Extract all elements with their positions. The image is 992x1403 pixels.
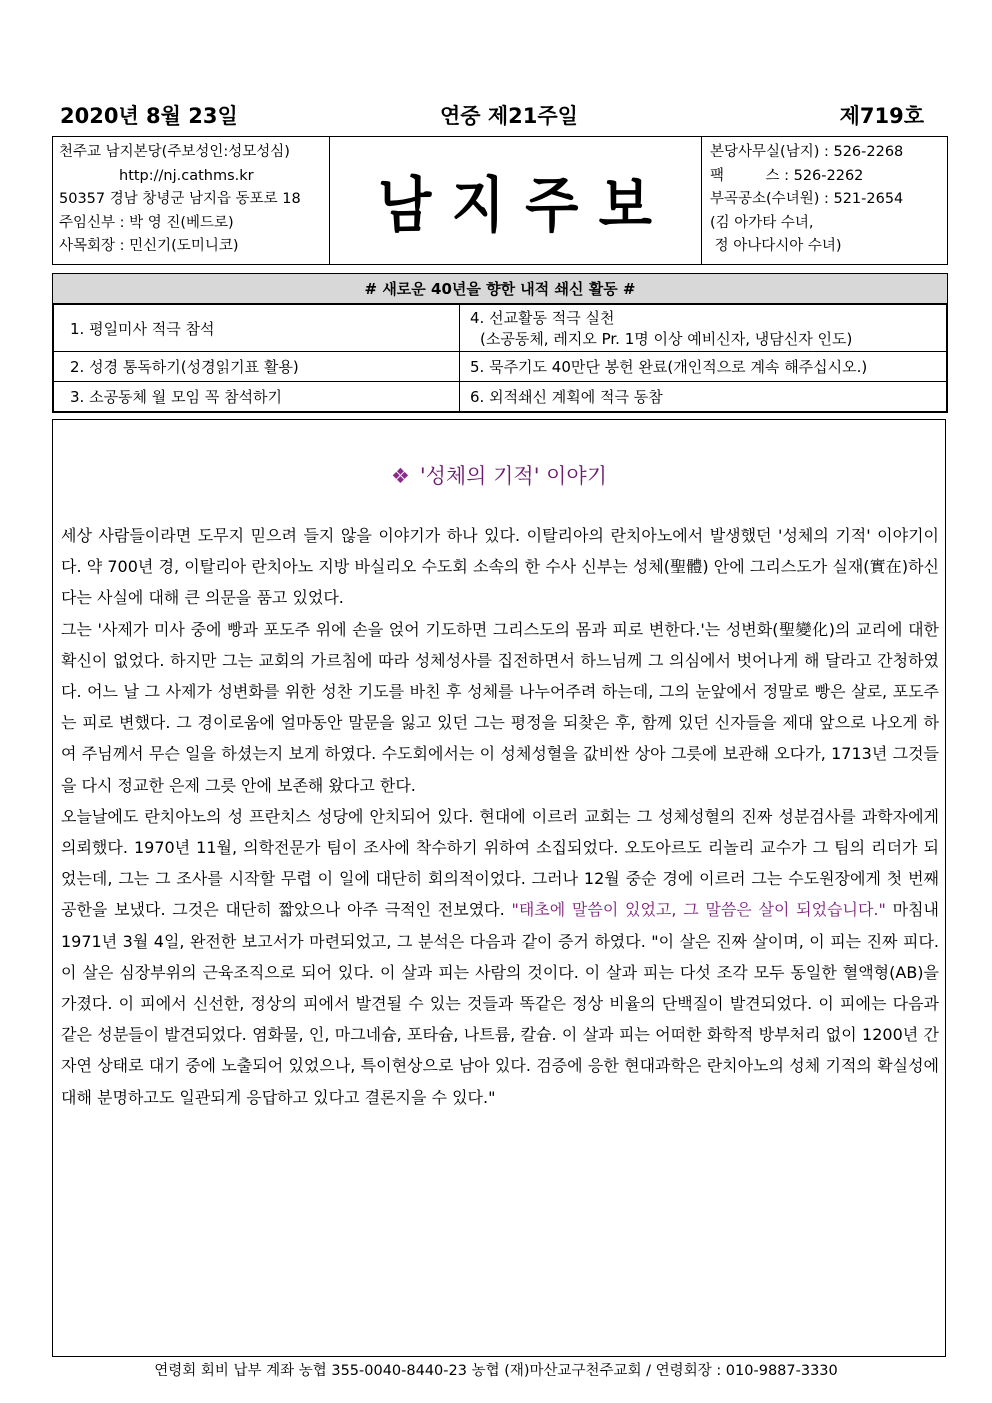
council-president: 사목회장 : 민신기(도미니코) xyxy=(59,238,239,254)
renewal-activities xyxy=(52,273,948,413)
office-phone: 본당사무실(남지) : 526-2268 xyxy=(710,144,904,160)
liturgical-week: 연중 제21주일 xyxy=(440,104,578,128)
parish-name: 천주교 남지본당 xyxy=(59,144,162,160)
parish-patron: (주보성인:성모성심) xyxy=(161,144,290,160)
renewal-item-4-title: 4. 선교활동 적극 실천 xyxy=(470,309,615,327)
article-paragraph-2: 그는 '사제가 미사 중에 빵과 포도주 위에 손을 얹어 기도하면 그리스도의 몸과 피로 변한다.'는 성변화(聖變化)의 교리에 대한 확신이 없었다. 하지만 그는 교회의 가르침에 따라 성체성사를 집전하면서 하느님께 그 의심에서 벗어나게 해 달라고 간청하였다. 어느 날 그 사제가 성변화를 위한 성찬 기도를 바친 후 성체를 나누어주려 하는데, 그의 눈앞에서 정말로 빵은 살로, 포도주는 피로 변했다. 그 경이로움에 얼마동안 말문을 잃고 있던 그는 평정을 되찾은 후, 함께 있던 신자들을 제대 앞으로 나오게 하여 주님께서 무슨 일을 하셨는지 보게 하였다. 수도회에서는 이 성체성혈을 값비싼 상아 그릇에 보관해 오다가, 1713년 그것들을 다시 정교한 은제 그릇 안에 보존해 왔다고 한다. xyxy=(61,619,939,795)
renewal-item-4-detail: (소공동체, 레지오 Pr. 1명 이상 예비신자, 냉담신자 인도) xyxy=(480,330,853,348)
convent-phone: 부곡공소(수녀원) : 521-2654 xyxy=(710,191,904,207)
renewal-item-6: 6. 외적쇄신 계획에 적극 동참 xyxy=(460,382,947,412)
pastor-name: 주임신부 : 박 영 진(베드로) xyxy=(59,214,234,231)
table-row xyxy=(54,352,947,382)
issue-header xyxy=(52,100,926,136)
sisters-line-1: (김 아가타 수녀, xyxy=(710,214,814,231)
article-paragraph-3a: 오늘날에도 란치아노의 성 프란치스 성당에 안치되어 있다. 현대에 이르러 교회는 그 성체성혈의 진짜 성분검사를 과학자에게 의뢰했다. 1970년 11월, 의학전문가 팀이 조사에 착수하기 위하여 소집되었다. 오도아르도 리놀리 교수가 그 팀의 리더가 되었는데, 그는 그 조사를 시작할 무렵 이 일에 대단히 회의적이었다. 그러나 12월 중순 경에 이르러 그는 수도원장에게 첫 번째 공한을 보냈다. 그것은 대단히 짧았으나 아주 극적인 전보였다. xyxy=(61,806,939,920)
parish-info xyxy=(53,137,330,264)
renewal-item-4 xyxy=(460,305,947,352)
article-heading xyxy=(53,460,945,490)
renewal-heading: # 새로운 40년을 향한 내적 쇄신 활동 # xyxy=(53,274,947,304)
issue-number: 제719호 xyxy=(839,104,924,128)
masthead xyxy=(52,136,948,265)
renewal-item-2: 2. 성경 통독하기(성경읽기표 활용) xyxy=(54,352,460,382)
renewal-item-1: 1. 평일미사 적극 참석 xyxy=(54,305,460,352)
diamond-bullet-icon: ❖ xyxy=(390,464,410,488)
parish-url[interactable]: http://nj.cathms.kr xyxy=(119,167,254,184)
renewal-item-3: 3. 소공동체 월 모임 꼭 참석하기 xyxy=(54,382,460,412)
contact-info xyxy=(702,137,947,264)
renewal-item-5: 5. 묵주기도 40만단 봉헌 완료(개인적으로 계속 해주십시오.) xyxy=(460,352,947,382)
article-paragraph-3 xyxy=(61,801,939,1113)
telegram-quote: "태초에 말씀이 있었고, 그 말씀은 살이 되었습니다." xyxy=(511,900,886,920)
footer-account-info: 연령회 회비 납부 계좌 농협 355-0040-8440-23 농협 (재)마산교구천주교회 / 연령회장 : 010-9887-3330 xyxy=(154,1363,838,1379)
article-paragraph-1: 세상 사람들이라면 도무지 믿으려 들지 않을 이야기가 하나 있다. 이탈리아의 란치아노에서 발생했던 '성체의 기적' 이야기이다. 약 700년 경, 이탈리아 란치아노 지방 바실리오 수도회 소속의 한 수사 신부는 성체(聖體) 안에 그리스도가 실재(實在)하신다는 사실에 대해 큰 의문을 품고 있었다. xyxy=(61,526,939,608)
table-row xyxy=(54,305,947,352)
article-paragraph-3b: 마침내 1971년 3월 4일, 완전한 보고서가 마련되었고, 그 분석은 다음과 같이 증거 하였다. "이 살은 진짜 살이며, 이 피는 진짜 피다. 이 살은 심장부위의 근육조직으로 되어 있다. 이 살과 피는 사람의 것이다. 이 살과 피는 다섯 조각 모두 동일한 혈액형(AB)을 가졌다. 이 피에서 신선한, 정상의 피에서 발견될 수 있는 것들과 똑같은 정상 비율의 단백질이 발견되었다. 이 피에는 다음과 같은 성분들이 발견되었다. 염화물, 인, 마그네슘, 포타슘, 나트륨, 칼슘. 이 살과 피는 어떠한 화학적 방부처리 없이 1200년 간 자연 상태로 대기 중에 노출되어 있었으나, 특이현상으로 남아 있다. 검증에 응한 현대과학은 란치아노의 성체 기적의 확실성에 대해 분명하고도 일관되게 응답하고 있다고 결론지을 수 있다." xyxy=(61,900,939,1107)
bulletin-title-box xyxy=(330,137,702,264)
bulletin-title: 남지주보 xyxy=(377,170,672,241)
renewal-table xyxy=(53,304,947,412)
table-row xyxy=(54,382,947,412)
article-body xyxy=(61,520,939,1113)
article-title: '성체의 기적' 이야기 xyxy=(419,464,607,488)
parish-address: 50357 경남 창녕군 남지읍 동포로 18 xyxy=(59,191,301,207)
fax-number: 팩 스 : 526-2262 xyxy=(710,167,864,184)
article xyxy=(52,419,946,1357)
issue-date: 2020년 8월 23일 xyxy=(60,104,238,128)
sisters-line-2: 정 아나다시아 수녀) xyxy=(710,238,842,254)
